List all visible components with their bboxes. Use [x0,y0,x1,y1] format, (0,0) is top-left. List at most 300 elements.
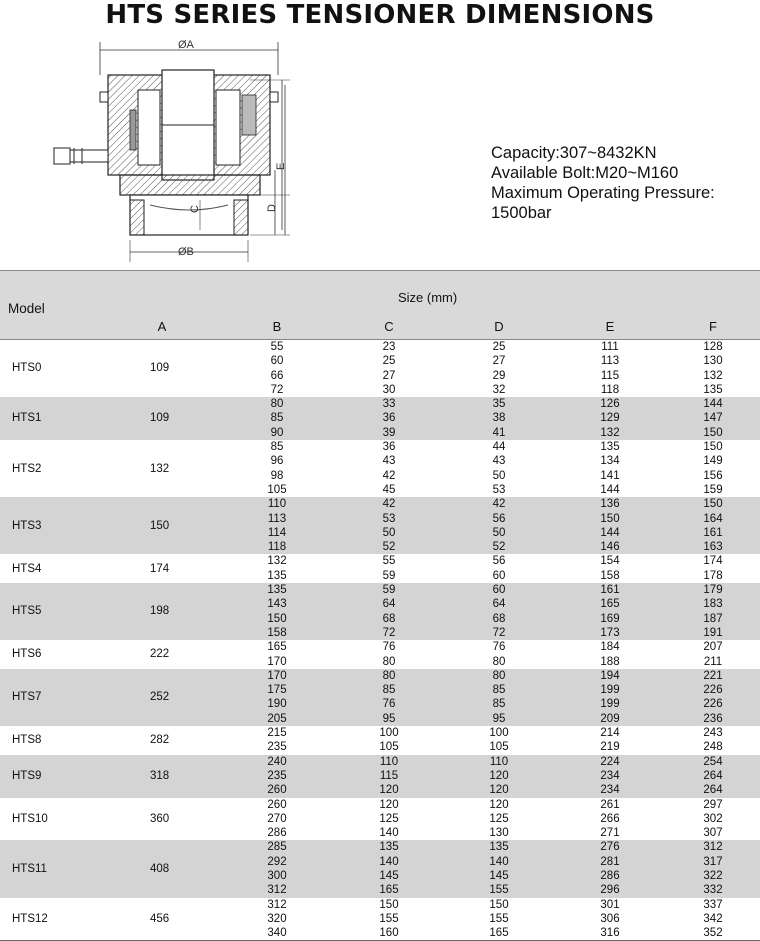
table-cell: 312 [703,841,723,854]
table-row [0,840,760,854]
table-row [0,769,760,783]
table-cell: 126 [600,398,620,411]
table-row [0,411,760,425]
table-cell: 80 [492,655,506,668]
table-cell: 150 [703,426,723,439]
table-cell: 164 [703,512,723,525]
table-cell: 56 [492,512,506,525]
table-cell: 132 [703,369,723,382]
table-cell: 219 [600,741,620,754]
model-name-cell: HTS7 [12,691,42,704]
table-cell: 55 [270,341,284,353]
table-cell: 281 [600,855,620,868]
table-row [0,554,760,568]
table-cell: 135 [379,841,399,854]
table-cell: 135 [489,841,509,854]
table-cell: 276 [600,841,620,854]
dimension-a-cell: 174 [150,562,170,575]
pressure-label: Maximum Operating Pressure: [491,184,715,202]
table-cell: 163 [703,541,723,554]
table-row [0,469,760,483]
label-c: C [189,205,201,213]
table-cell: 159 [703,483,723,496]
table-cell: 35 [492,398,506,411]
model-name-cell: HTS8 [12,734,42,747]
table-cell: 342 [703,912,723,925]
capacity-text: Capacity:307~8432KN [491,144,657,162]
table-cell: 114 [267,526,287,539]
table-cell: 53 [492,483,506,496]
table-cell: 45 [382,483,396,496]
table-cell: 98 [270,469,284,482]
table-cell: 76 [382,641,396,654]
table-cell: 59 [382,584,396,597]
dimension-a-cell: 282 [150,734,170,747]
model-column-header: Model [8,301,45,316]
table-cell: 115 [379,769,399,782]
table-cell: 175 [267,684,287,697]
table-row [0,340,760,354]
table-cell: 60 [492,569,506,582]
model-group [0,640,760,669]
dimension-a-cell: 132 [150,462,170,475]
table-cell: 68 [492,612,506,625]
table-cell: 95 [382,712,396,725]
table-cell: 297 [703,798,723,811]
table-cell: 140 [379,827,399,840]
table-cell: 135 [703,383,723,396]
table-cell: 105 [267,483,287,496]
table-cell: 234 [600,784,620,797]
table-cell: 118 [600,383,620,396]
table-cell: 184 [600,641,620,654]
table-cell: 110 [267,498,287,511]
model-group [0,798,760,841]
table-cell: 105 [489,741,509,754]
model-group [0,898,760,941]
table-cell: 135 [267,569,287,582]
table-row [0,369,760,383]
table-row [0,483,760,497]
table-cell: 215 [267,727,287,740]
table-row [0,912,760,926]
table-row [0,354,760,368]
table-row [0,426,760,440]
table-row [0,612,760,626]
table-row [0,512,760,526]
table-cell: 80 [492,669,506,682]
model-name-cell: HTS3 [12,519,42,532]
table-cell: 36 [382,412,396,425]
dimension-a-cell: 198 [150,605,170,618]
table-cell: 312 [267,898,287,911]
table-row [0,497,760,511]
table-cell: 248 [703,741,723,754]
table-cell: 190 [267,698,287,711]
table-cell: 226 [703,698,723,711]
table-row [0,798,760,812]
table-cell: 120 [379,784,399,797]
table-row [0,626,760,640]
model-group [0,440,760,497]
table-cell: 23 [382,341,396,353]
table-cell: 132 [600,426,620,439]
table-cell: 188 [600,655,620,668]
spec-block [491,143,715,223]
table-cell: 85 [492,684,506,697]
table-cell: 143 [267,598,287,611]
table-row [0,640,760,654]
dimension-a-cell: 109 [150,412,170,425]
table-cell: 55 [382,555,396,568]
table-cell: 178 [703,569,723,582]
table-cell: 160 [379,927,399,940]
table-cell: 118 [267,541,287,554]
table-cell: 52 [492,541,506,554]
label-a: ØA [178,39,194,51]
table-cell: 29 [492,369,506,382]
table-cell: 156 [703,469,723,482]
table-cell: 145 [379,869,399,882]
table-cell: 132 [267,555,287,568]
table-cell: 135 [600,441,620,454]
table-cell: 150 [267,612,287,625]
table-cell: 80 [382,655,396,668]
col-header-c: C [384,319,394,334]
table-row [0,526,760,540]
table-row [0,597,760,611]
table-cell: 161 [703,526,723,539]
model-group [0,669,760,726]
table-cell: 120 [489,798,509,811]
size-group-header: Size (mm) [398,290,458,305]
table-cell: 43 [492,455,506,468]
table-cell: 158 [267,626,287,639]
table-cell: 226 [703,684,723,697]
model-group [0,583,760,640]
table-row [0,569,760,583]
table-cell: 221 [703,669,723,682]
table-cell: 129 [600,412,620,425]
col-header-a: A [157,319,167,334]
table-cell: 205 [267,712,287,725]
table-cell: 42 [492,498,506,511]
table-cell: 155 [379,912,399,925]
table-cell: 183 [703,598,723,611]
table-cell: 145 [489,869,509,882]
table-cell: 125 [379,812,399,825]
table-row [0,783,760,797]
col-header-e: E [605,319,615,334]
table-row [0,683,760,697]
table-cell: 234 [600,769,620,782]
table-cell: 30 [382,383,396,396]
table-cell: 173 [600,626,620,639]
table-row [0,540,760,554]
table-cell: 110 [489,755,509,768]
table-cell: 191 [703,626,723,639]
table-cell: 95 [492,712,506,725]
model-group [0,726,760,755]
table-cell: 140 [379,855,399,868]
table-cell: 332 [703,884,723,897]
table-cell: 174 [703,555,723,568]
table-cell: 340 [267,927,287,940]
table-cell: 53 [382,512,396,525]
table-cell: 141 [600,469,620,482]
table-cell: 76 [382,698,396,711]
table-row [0,583,760,597]
table-cell: 113 [600,355,620,368]
table-cell: 165 [600,598,620,611]
table-row [0,712,760,726]
table-cell: 155 [489,912,509,925]
table-cell: 165 [379,884,399,897]
table-body [0,340,760,940]
table-cell: 25 [492,341,506,353]
table-cell: 66 [270,369,284,382]
table-cell: 296 [600,884,620,897]
table-cell: 80 [270,398,284,411]
table-cell: 42 [382,498,396,511]
table-cell: 105 [379,741,399,754]
table-row [0,397,760,411]
table-cell: 130 [489,827,509,840]
table-cell: 150 [600,512,620,525]
table-cell: 260 [267,784,287,797]
table-cell: 85 [382,684,396,697]
table-cell: 52 [382,541,396,554]
table-cell: 136 [600,498,620,511]
table-cell: 64 [382,598,396,611]
table-cell: 317 [703,855,723,868]
label-b: ØB [178,246,194,258]
dimension-a-cell: 318 [150,769,170,782]
table-cell: 50 [382,526,396,539]
model-group [0,755,760,798]
table-cell: 43 [382,455,396,468]
table-cell: 72 [270,383,284,396]
table-cell: 155 [489,884,509,897]
table-cell: 161 [600,584,620,597]
table-cell: 194 [600,669,620,682]
table-cell: 300 [267,869,287,882]
table-cell: 59 [382,569,396,582]
table-cell: 27 [492,355,506,368]
label-d: D [266,204,278,212]
table-cell: 199 [600,684,620,697]
table-cell: 90 [270,426,284,439]
col-header-d: D [494,319,504,334]
bolt-text: Available Bolt:M20~M160 [491,164,679,182]
table-cell: 165 [489,927,509,940]
table-cell: 38 [492,412,506,425]
table-cell: 39 [382,426,396,439]
table-cell: 264 [703,769,723,782]
dimension-a-cell: 109 [150,362,170,375]
col-header-f: F [709,319,717,334]
dimension-a-cell: 150 [150,519,170,532]
dimension-a-cell: 360 [150,812,170,825]
dimension-a-cell: 408 [150,862,170,875]
table-cell: 149 [703,455,723,468]
table-cell: 199 [600,698,620,711]
table-cell: 158 [600,569,620,582]
table-cell: 146 [600,541,620,554]
model-name-cell: HTS12 [12,912,48,925]
table-cell: 60 [270,355,284,368]
table-cell: 316 [600,927,620,940]
table-cell: 76 [492,641,506,654]
table-cell: 150 [379,898,399,911]
table-header [0,270,760,340]
table-cell: 100 [379,727,399,740]
table-cell: 27 [382,369,396,382]
table-cell: 128 [703,341,723,353]
model-name-cell: HTS5 [12,605,42,618]
table-row [0,869,760,883]
table-row [0,383,760,397]
table-cell: 147 [703,412,723,425]
pressure-value: 1500bar [491,204,552,222]
table-cell: 307 [703,827,723,840]
dimension-a-cell: 252 [150,691,170,704]
table-cell: 150 [489,898,509,911]
model-name-cell: HTS4 [12,562,42,575]
table-cell: 235 [267,769,287,782]
table-cell: 187 [703,612,723,625]
table-cell: 25 [382,355,396,368]
table-cell: 312 [267,884,287,897]
table-row [0,826,760,840]
table-cell: 264 [703,784,723,797]
table-cell: 68 [382,612,396,625]
model-name-cell: HTS0 [12,362,42,375]
model-group [0,497,760,554]
table-cell: 60 [492,584,506,597]
table-row [0,454,760,468]
model-name-cell: HTS11 [12,862,47,875]
table-cell: 235 [267,741,287,754]
table-cell: 301 [600,898,620,911]
table-cell: 271 [600,827,620,840]
table-cell: 111 [601,341,619,353]
model-group [0,397,760,440]
table-cell: 120 [489,784,509,797]
table-cell: 50 [492,526,506,539]
table-cell: 50 [492,469,506,482]
table-cell: 214 [600,727,620,740]
table-cell: 44 [492,441,506,454]
table-row [0,697,760,711]
table-cell: 72 [382,626,396,639]
table-cell: 243 [703,727,723,740]
table-row [0,855,760,869]
model-name-cell: HTS6 [12,648,42,661]
table-cell: 96 [270,455,284,468]
table-row [0,883,760,897]
table-cell: 144 [600,483,620,496]
table-cell: 292 [267,855,287,868]
label-e: E [275,162,287,170]
model-name-cell: HTS10 [12,812,48,825]
table-cell: 170 [267,655,287,668]
table-cell: 32 [492,383,506,396]
model-name-cell: HTS1 [12,412,42,425]
table-cell: 260 [267,798,287,811]
table-cell: 72 [492,626,506,639]
table-row [0,812,760,826]
table-cell: 240 [267,755,287,768]
table-cell: 236 [703,712,723,725]
table-cell: 286 [600,869,620,882]
table-cell: 270 [267,812,287,825]
table-cell: 41 [492,426,506,439]
table-cell: 140 [489,855,509,868]
table-cell: 169 [600,612,620,625]
table-cell: 144 [600,526,620,539]
table-cell: 165 [267,641,287,654]
table-cell: 261 [600,798,620,811]
table-row [0,440,760,454]
table-cell: 134 [600,455,620,468]
table-cell: 320 [267,912,287,925]
table-cell: 42 [382,469,396,482]
table-cell: 209 [600,712,620,725]
table-row [0,669,760,683]
model-group [0,340,760,397]
table-cell: 110 [379,755,399,768]
table-row [0,740,760,754]
table-cell: 115 [600,369,620,382]
table-cell: 322 [703,869,723,882]
table-cell: 125 [489,812,509,825]
table-row [0,898,760,912]
table-cell: 150 [703,441,723,454]
table-cell: 120 [489,769,509,782]
table-cell: 85 [270,412,284,425]
table-cell: 211 [703,655,723,668]
table-cell: 285 [267,841,287,854]
table-cell: 286 [267,827,287,840]
dimensions-table [0,270,760,941]
table-row [0,655,760,669]
table-cell: 179 [703,584,723,597]
table-cell: 352 [703,927,723,940]
table-cell: 150 [703,498,723,511]
model-group [0,840,760,897]
table-cell: 302 [703,812,723,825]
table-cell: 135 [267,584,287,597]
table-cell: 266 [600,812,620,825]
table-cell: 170 [267,669,287,682]
table-row [0,755,760,769]
table-cell: 306 [600,912,620,925]
table-row [0,726,760,740]
table-cell: 80 [382,669,396,682]
table-cell: 64 [492,598,506,611]
page-title: HTS SERIES TENSIONER DIMENSIONS [105,0,655,30]
table-cell: 120 [379,798,399,811]
model-group [0,554,760,583]
table-cell: 337 [703,898,723,911]
table-cell: 85 [492,698,506,711]
tensioner-cross-section-drawing [50,30,290,270]
table-cell: 85 [270,441,284,454]
table-cell: 100 [489,727,509,740]
table-cell: 224 [600,755,620,768]
table-cell: 113 [267,512,287,525]
